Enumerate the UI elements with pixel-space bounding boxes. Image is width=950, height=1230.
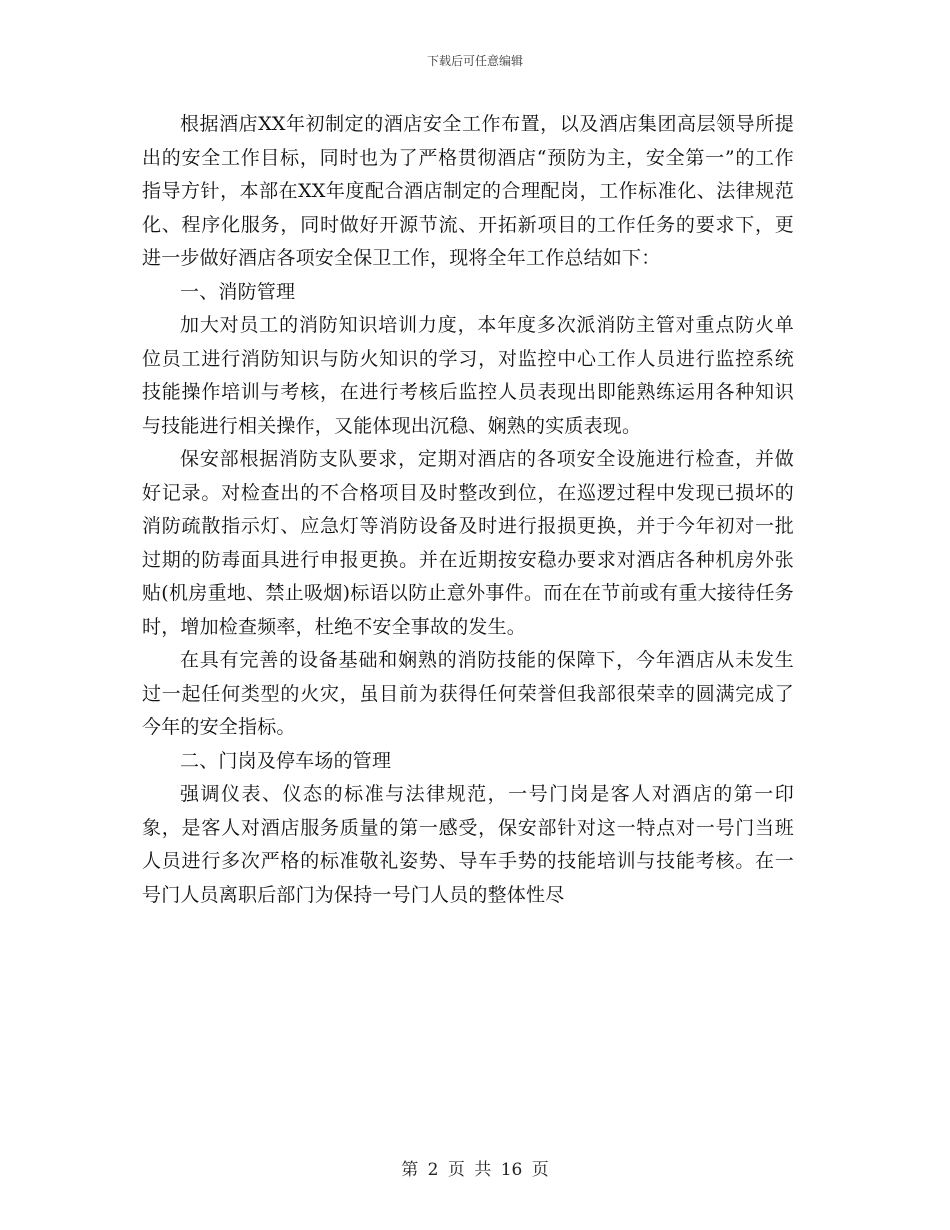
section-heading-gate-parking: 二、门岗及停车场的管理	[180, 749, 392, 772]
paragraph-fire-inspection: 保安部根据消防支队要求，定期对酒店的各项安全设施进行检查，并做好记录。对检查出的不合格项目及时整改到位，在巡逻过程中发现已损坏的消防疏散指示灯、应急灯等消防设备及时进行报损更换，并于今年初对一批过期的防毒面具进行申报更换。并在近期按安稳办要求对酒店各种机房外张贴(机房重地、禁止吸烟)标语以防止意外事件。而在在节前或有重大接待任务时，增加检查频率，杜绝不安全事故的发生。	[142, 448, 794, 638]
paragraph-gate-standards: 强调仪表、仪态的标准与法律规范，一号门岗是客人对酒店的第一印象，是客人对酒店服务质量的第一感受，保安部针对这一特点对一号门当班人员进行多次严格的标准敬礼姿势、导车手势的技能培训与技能考核。在一号门人员离职后部门为保持一号门人员的整体性尽	[142, 783, 794, 906]
document-body	[142, 108, 794, 912]
paragraph-intro: 根据酒店XX年初制定的酒店安全工作布置，以及酒店集团高层领导所提出的安全工作目标，同时也为了严格贯彻酒店“预防为主，安全第一”的工作指导方针，本部在XX年度配合酒店制定的合理配岗，工作标准化、法律规范化、程序化服务，同时做好开源节流、开拓新项目的工作任务的要求下，更进一步做好酒店各项安全保卫工作，现将全年工作总结如下：	[142, 113, 794, 269]
page-header: 下载后可任意编辑	[426, 54, 523, 68]
section-heading-fire-management: 一、消防管理	[180, 280, 296, 303]
paragraph-fire-result: 在具有完善的设备基础和娴熟的消防技能的保障下，今年酒店从未发生过一起任何类型的火灾，虽目前为获得任何荣誉但我部很荣幸的圆满完成了今年的安全指标。	[142, 649, 794, 738]
paragraph-fire-training: 加大对员工的消防知识培训力度，本年度多次派消防主管对重点防火单位员工进行消防知识与防火知识的学习，对监控中心工作人员进行监控系统技能操作培训与考核，在进行考核后监控人员表现出即能熟练运用各种知识与技能进行相关操作，又能体现出沉稳、娴熟的实质表现。	[142, 314, 794, 437]
page-footer: 第 2 页 共 16 页	[401, 1160, 549, 1180]
